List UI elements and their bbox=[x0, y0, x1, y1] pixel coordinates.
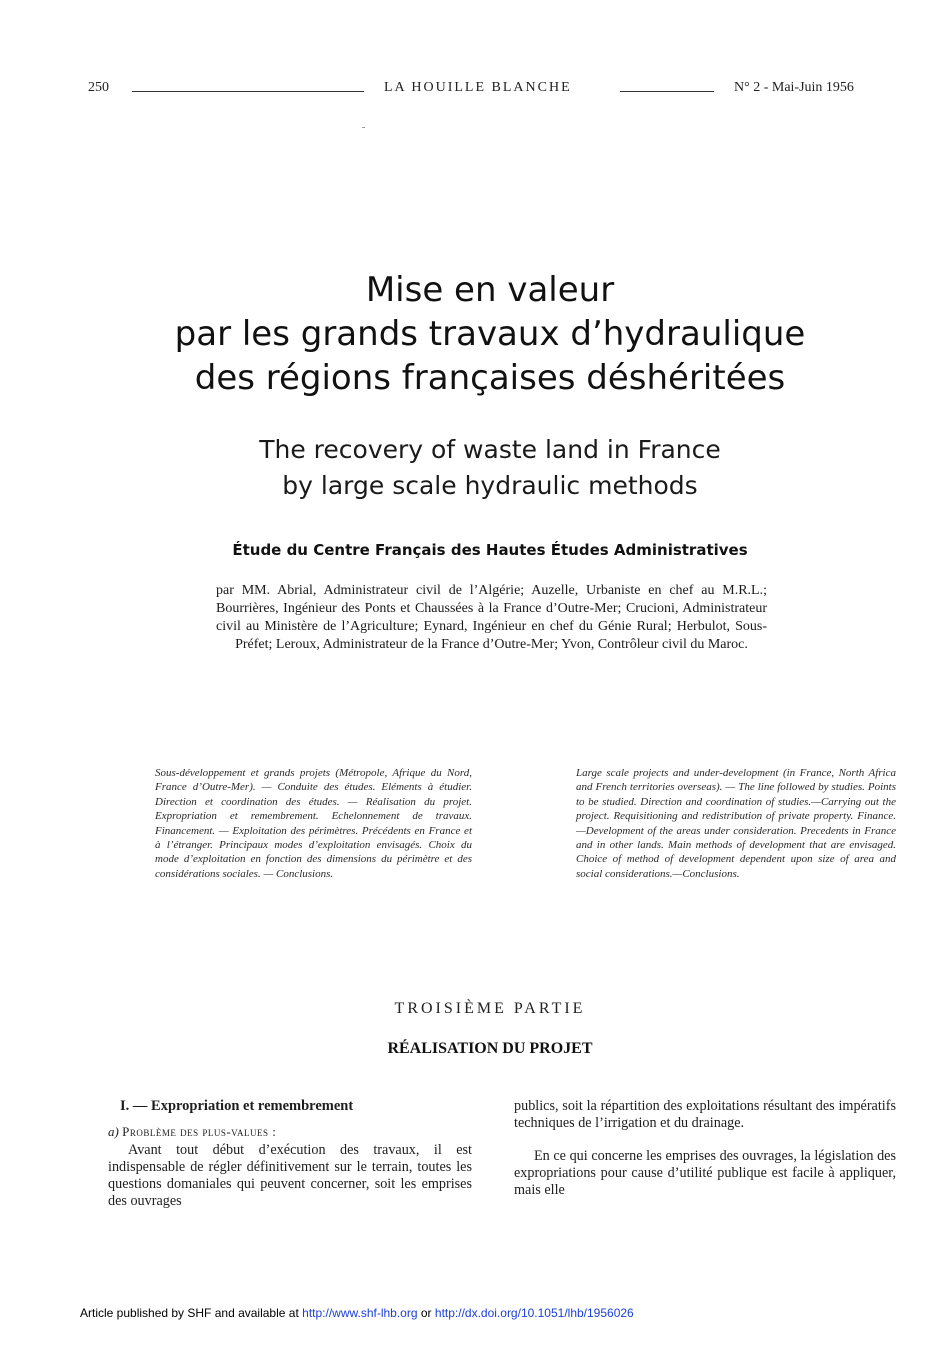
footer-text: Article published by SHF and available at bbox=[80, 1306, 299, 1320]
body-paragraph: Avant tout début d’exécution des travaux, il est indispensable de régler définitivement sur le terrain, toutes les questions domaniales qui peuvent concerner, soit les emprises des ouvrages bbox=[108, 1142, 472, 1209]
article-title-en bbox=[60, 432, 920, 504]
footer-link-doi[interactable]: http://dx.doi.org/10.1051/lhb/1956026 bbox=[434, 1306, 634, 1320]
body-paragraph: publics, soit la répartition des exploitations résultant des impératifs techniques de l’irrigation et du drainage. bbox=[514, 1098, 896, 1131]
article-title-fr bbox=[60, 268, 920, 400]
footer-link-shf[interactable]: http://www.shf-lhb.org bbox=[302, 1306, 418, 1320]
footer-or: or bbox=[420, 1306, 432, 1320]
running-header bbox=[88, 80, 894, 100]
section-title: RÉALISATION DU PROJET bbox=[387, 1040, 593, 1057]
part-title: TROISIÈME PARTIE bbox=[394, 1000, 586, 1017]
study-heading: Étude du Centre Français des Hautes Études Administratives bbox=[232, 541, 748, 559]
publication-footer bbox=[80, 1306, 880, 1320]
body-column-left bbox=[108, 1098, 472, 1210]
subsubsection-heading bbox=[108, 1123, 472, 1140]
abstract-fr: Sous-développement et grands projets (Métropole, Afrique du Nord, France d’Outre-Mer). — Conduite des études. Eléments à étudier. Direction et coordination des études. — Réalisation du projet. Expropriation et remembrement. Echelonnement de travaux. Financement. — Exploitation des périmètres. Précédents en France et à l’étranger. Principaux modes d’exploitation envisagés. Choix du mode d’exploitation en fonction des dimensions du périmètre et des considérations sociales. — Conclusions. bbox=[155, 767, 472, 880]
page-number: 250 bbox=[88, 80, 109, 95]
subtitle-line: by large scale hydraulic methods bbox=[282, 471, 698, 500]
scan-artifact bbox=[362, 127, 365, 128]
header-rule-left bbox=[132, 91, 364, 92]
body-paragraph: En ce qui concerne les emprises des ouvrages, la législation des expropriations pour cause d’utilité publique est facile à appliquer, mais elle bbox=[514, 1148, 896, 1198]
title-line: par les grands travaux d’hydraulique bbox=[174, 314, 806, 354]
authors-list: par MM. Abrial, Administrateur civil de l’Algérie; Auzelle, Urbaniste en chef au M.R.L.; Bourrières, Ingénieur des Ponts et Chaussées à la France d’Outre-Mer; Crucioni, Administrateur civil au Ministère de l’Agriculture; Eynard, Ingénieur en chef du Génie Rural; Herbulot, Sous-Préfet; Leroux, Administrateur de la France d’Outre-Mer; Yvon, Contrôleur civil du Maroc. bbox=[216, 583, 767, 652]
body-column-right bbox=[514, 1098, 896, 1199]
subsubsection-marker: a) bbox=[108, 1124, 119, 1139]
title-line: Mise en valeur bbox=[365, 270, 615, 310]
abstract-en: Large scale projects and under-development (in France, North Africa and French territories overseas). — The line followed by studies. Points to be studied. Direction and coordination of studies.—Carrying out the project. Requisitioning and redistribution of private property. Finance.—Development of the areas under consideration. Precedents in France and in other lands. Main methods of development that are envisaged. Choice of method of development dependent upon size of area and social considerations.—Conclusions. bbox=[576, 767, 896, 880]
issue-info: N° 2 - Mai-Juin 1956 bbox=[734, 80, 854, 95]
header-rule-right bbox=[620, 91, 714, 92]
subsubsection-label: Problème des plus-values : bbox=[122, 1124, 277, 1139]
subtitle-line: The recovery of waste land in France bbox=[259, 435, 721, 464]
journal-name: LA HOUILLE BLANCHE bbox=[384, 80, 572, 95]
title-line: des régions françaises déshéritées bbox=[194, 358, 786, 398]
subsection-heading: I. — Expropriation et remembrement bbox=[120, 1098, 354, 1114]
